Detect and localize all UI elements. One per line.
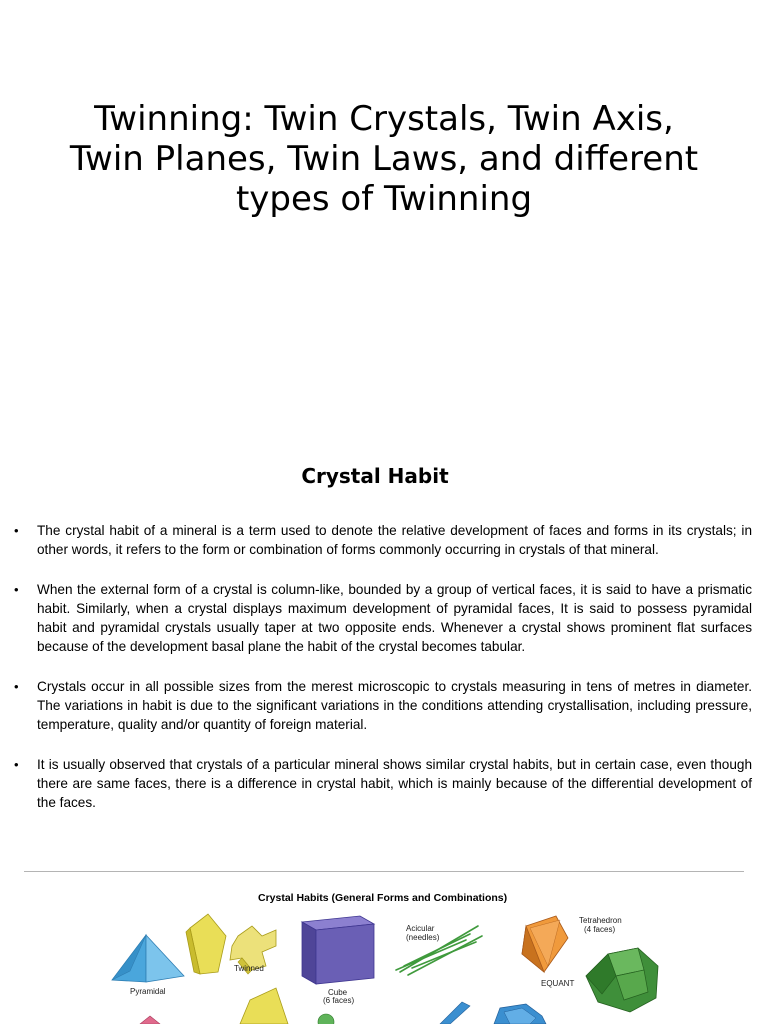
bullet-list — [14, 521, 752, 833]
equant-crystal — [586, 948, 658, 1012]
bullet-glyph: • — [14, 678, 19, 694]
bullet-glyph: • — [14, 581, 19, 597]
bullet-item — [14, 755, 752, 813]
acicular-label: Acicular — [406, 924, 435, 933]
bullet-text: The crystal habit of a mineral is a term used to denote the relative development of faces and forms in its crystals; in other words, it refers to the form or combination of forms commonly occurring in crystals of that mineral. — [37, 523, 752, 558]
twinned-label: Twinned — [234, 964, 264, 973]
cube-label: Cube — [328, 988, 348, 997]
bullet-item — [14, 677, 752, 735]
document-title: Twinning: Twin Crystals, Twin Axis, Twin Planes, Twin Laws, and different types of Twinning — [69, 99, 699, 219]
bullet-text: When the external form of a crystal is column-like, bounded by a group of vertical faces, it is said to have a prismatic habit. Similarly, when a crystal displays maximum development of pyramidal faces, It is said to possess pyramidal habit and pyramidal crystals usually taper at two opposite ends. Whenever a crystal shows prominent flat surfaces because of the development basal plane the habit of the crystal becomes tabular. — [37, 581, 752, 655]
figure-title: Crystal Habits (General Forms and Combinations) — [258, 892, 508, 904]
bullet-glyph: • — [14, 756, 19, 772]
bullet-text: Crystals occur in all possible sizes from the merest microscopic to crystals measuring in tens of metres in diameter. The variations in habit is due to the significant variations in the conditions attending crystallisation, including pressure, temperature, quality and/or quantity of foreign material. — [37, 678, 752, 733]
section-heading: Crystal Habit — [301, 464, 449, 488]
tetrahedron-label: Tetrahedron — [579, 916, 622, 925]
tetrahedron-sublabel: (4 faces) — [584, 925, 616, 934]
bullet-text: It is usually observed that crystals of a particular mineral shows similar crystal habits, but in certain case, even though there are same faces, there is a difference in crystal habit, which is mainly because of the differential development of the faces. — [37, 756, 752, 811]
page-divider — [24, 871, 744, 872]
pyramidal-label: Pyramidal — [130, 987, 166, 996]
cube-crystal — [302, 916, 374, 984]
bullet-item — [14, 580, 752, 657]
pyramidal-crystal — [112, 935, 184, 982]
acicular-sublabel: (needles) — [406, 933, 440, 942]
bullet-item — [14, 521, 752, 560]
bullet-glyph: • — [14, 523, 19, 538]
cube-sublabel: (6 faces) — [323, 996, 355, 1005]
tetrahedron-crystal — [522, 916, 568, 972]
equant-label: EQUANT — [541, 979, 575, 988]
crystal-habits-figure — [90, 880, 680, 1024]
